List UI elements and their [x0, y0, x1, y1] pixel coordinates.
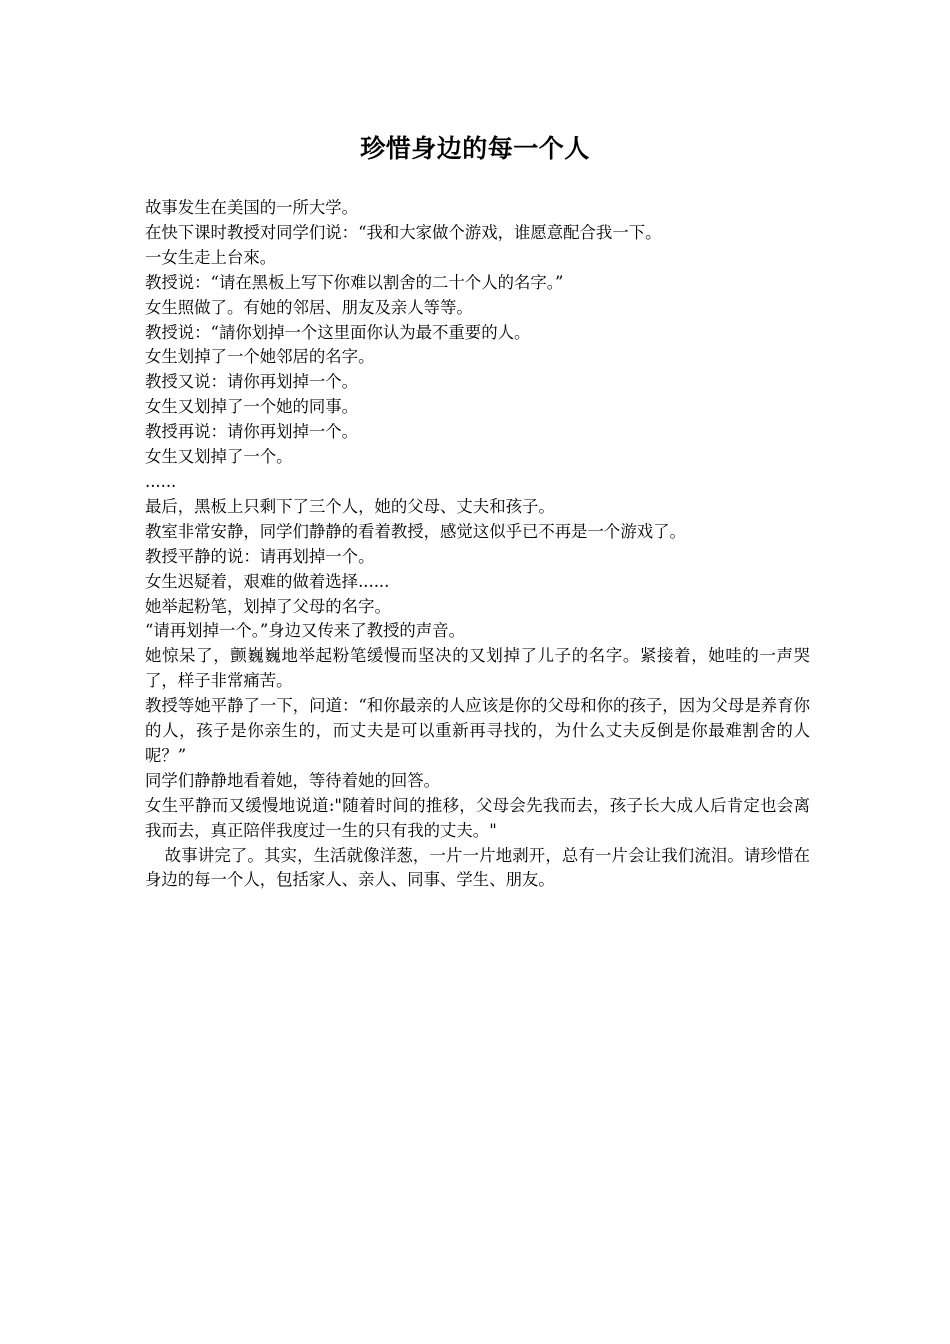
paragraph: 教授再说：请你再划掉一个。 [145, 422, 359, 442]
paragraph: “请再划掉一个。”身边又传来了教授的声音。 [145, 621, 465, 641]
paragraph: 女生划掉了一个她邻居的名字。 [145, 347, 375, 367]
paragraph: 教授说：“請你划掉一个这里面你认为最不重要的人。 [145, 322, 531, 342]
paragraph: 同学们静静地看着她，等待着她的回答。 [145, 770, 441, 790]
paragraph: 教授平静的说：请再划掉一个。 [145, 546, 375, 566]
ellipsis-line: ...... [145, 471, 177, 491]
paragraph: 女生又划掉了一个。 [145, 447, 293, 467]
paragraph: 教授又说：请你再划掉一个。 [145, 372, 359, 392]
story-body [145, 196, 810, 893]
paragraph: 女生照做了。有她的邻居、朋友及亲人等等。 [145, 297, 473, 317]
paragraph: 在快下课时教授对同学们说：“我和大家做个游戏，谁愿意配合我一下。 [145, 222, 662, 242]
closing-paragraph: 故事讲完了。其实，生活就像洋葱，一片一片地剥开，总有一片会让我们流泪。请珍惜在身边的每一个人，包括家人、亲人、同事、学生、朋友。 [145, 845, 810, 890]
page-title: 珍惜身边的每一个人 [360, 134, 590, 163]
paragraph: 女生又划掉了一个她的同事。 [145, 397, 359, 417]
paragraph: 教授说：“请在黑板上写下你难以割舍的二十个人的名字。” [145, 272, 564, 292]
paragraph: 女生平静而又缓慢地说道:"随着时间的推移，父母会先我而去，孩子长大成人后肯定也会离我而去，真正陪伴我度过一生的只有我的丈夫。" [145, 795, 810, 840]
paragraph: 她惊呆了，颤巍巍地举起粉笔缓慢而坚决的又划掉了儿子的名字。紧接着，她哇的一声哭了，样子非常痛苦。 [145, 646, 810, 691]
paragraph: 女生迟疑着，艰难的做着选择...... [145, 571, 390, 591]
paragraph: 一女生走上台來。 [145, 247, 277, 267]
paragraph: 她举起粉笔，划掉了父母的名字。 [145, 596, 391, 616]
paragraph: 故事发生在美国的一所大学。 [145, 198, 359, 217]
paragraph: 教授等她平静了一下，问道：“和你最亲的人应该是你的父母和你的孩子，因为父母是养育你的人，孩子是你亲生的，而丈夫是可以重新再寻找的，为什么丈夫反倒是你最难割舍的人呢？” [145, 696, 810, 765]
paragraph: 最后，黑板上只剩下了三个人，她的父母、丈夫和孩子。 [145, 496, 555, 516]
paragraph: 教室非常安静，同学们静静的看着教授，感觉这似乎已不再是一个游戏了。 [145, 521, 686, 541]
